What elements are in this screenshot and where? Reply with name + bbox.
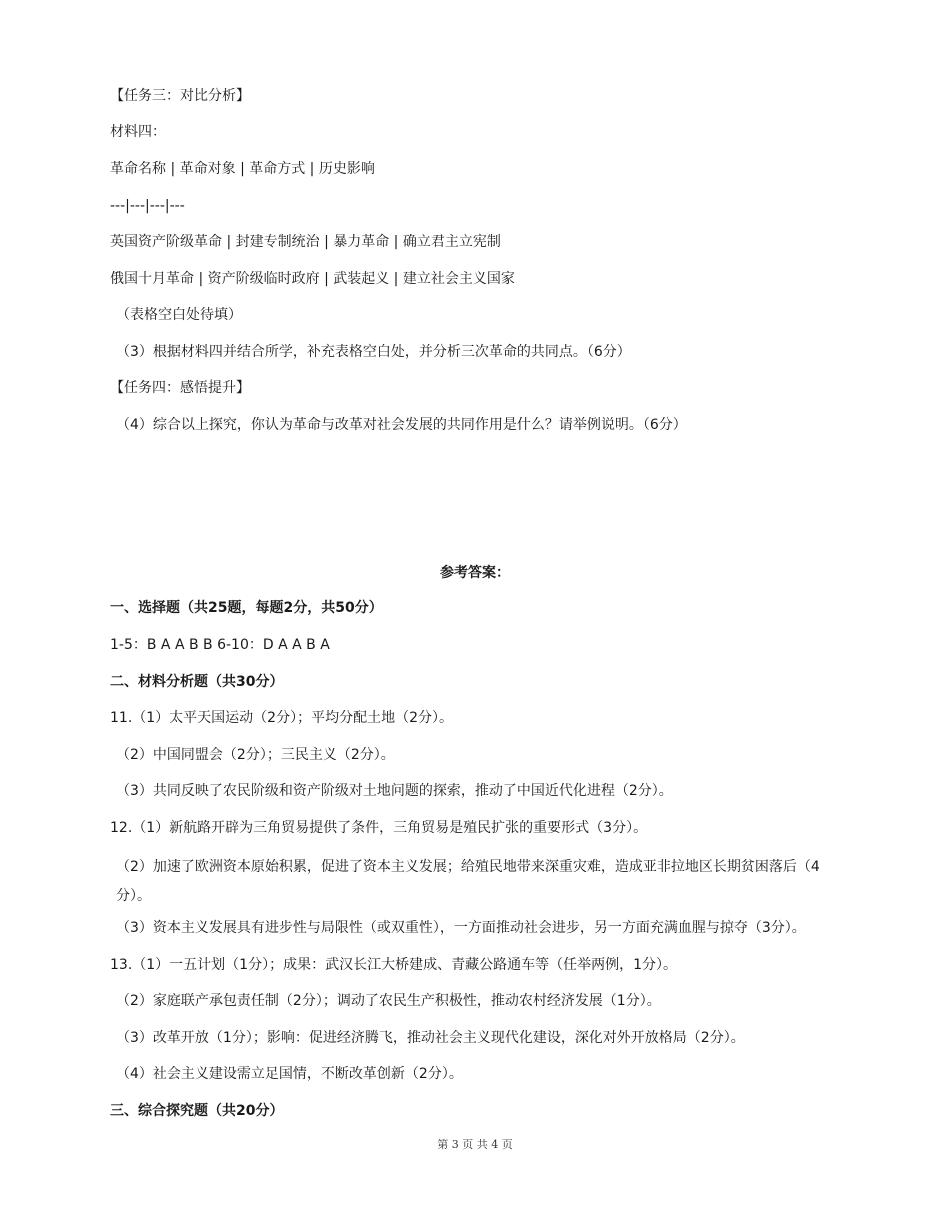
section1-answers: 1-5：B A A B B 6-10：D A A B A: [110, 637, 330, 653]
answer-12-3: （3）资本主义发展具有进步性与局限性（或双重性），一方面推动社会进步，另一方面充满血腥与掠夺（3分）。: [116, 920, 806, 936]
task4-heading: 【任务四：感悟提升】: [110, 380, 250, 396]
table-header: 革命名称 | 革命对象 | 革命方式 | 历史影响: [110, 161, 375, 177]
table-row-russian-revolution: 俄国十月革命 | 资产阶级临时政府 | 武装起义 | 建立社会主义国家: [110, 271, 515, 287]
answer-13-1: 13.（1）一五计划（1分）；成果：武汉长江大桥建成、青藏公路通车等（任举两例，1分）。: [110, 957, 677, 973]
answer-12-1: 12.（1）新航路开辟为三角贸易提供了条件，三角贸易是殖民扩张的重要形式（3分）。: [110, 820, 648, 836]
table-note: （表格空白处待填）: [116, 307, 242, 323]
section1-heading: 一、选择题（共25题，每题2分，共50分）: [110, 600, 383, 616]
answer-13-2: （2）家庭联产承包责任制（2分）；调动了农民生产积极性，推动农村经济发展（1分）。: [116, 993, 661, 1009]
answer-11-3: （3）共同反映了农民阶级和资产阶级对土地问题的探索，推动了中国近代化进程（2分）。: [116, 783, 673, 799]
section3-heading: 三、综合探究题（共20分）: [110, 1103, 284, 1119]
section2-heading: 二、材料分析题（共30分）: [110, 674, 284, 690]
material-four-label: 材料四：: [110, 124, 166, 140]
question-3: （3）根据材料四并结合所学，补充表格空白处，并分析三次革命的共同点。（6分）: [116, 344, 631, 360]
answer-13-3: （3）改革开放（1分）；影响：促进经济腾飞，推动社会主义现代化建设，深化对外开放格局（2分）。: [116, 1030, 745, 1046]
answer-13-4: （4）社会主义建设需立足国情，不断改革创新（2分）。: [116, 1066, 463, 1082]
table-row-english-revolution: 英国资产阶级革命 | 封建专制统治 | 暴力革命 | 确立君主立宪制: [110, 234, 501, 250]
table-separator: ---|---|---|---: [110, 198, 185, 214]
task3-heading: 【任务三：对比分析】: [110, 88, 250, 104]
answer-12-2: （2）加速了欧洲资本原始积累，促进了资本主义发展；给殖民地带来深重灾难，造成亚非拉地区长期贫困落后（4分）。: [116, 859, 820, 904]
answer-11-1: 11.（1）太平天国运动（2分）；平均分配土地（2分）。: [110, 710, 453, 726]
answers-title: 参考答案：: [440, 565, 510, 581]
question-4: （4）综合以上探究，你认为革命与改革对社会发展的共同作用是什么？请举例说明。（6分）: [116, 417, 687, 433]
answer-11-2: （2）中国同盟会（2分）；三民主义（2分）。: [116, 747, 395, 763]
page-number-footer: 第 3 页 共 4 页: [437, 1138, 513, 1151]
